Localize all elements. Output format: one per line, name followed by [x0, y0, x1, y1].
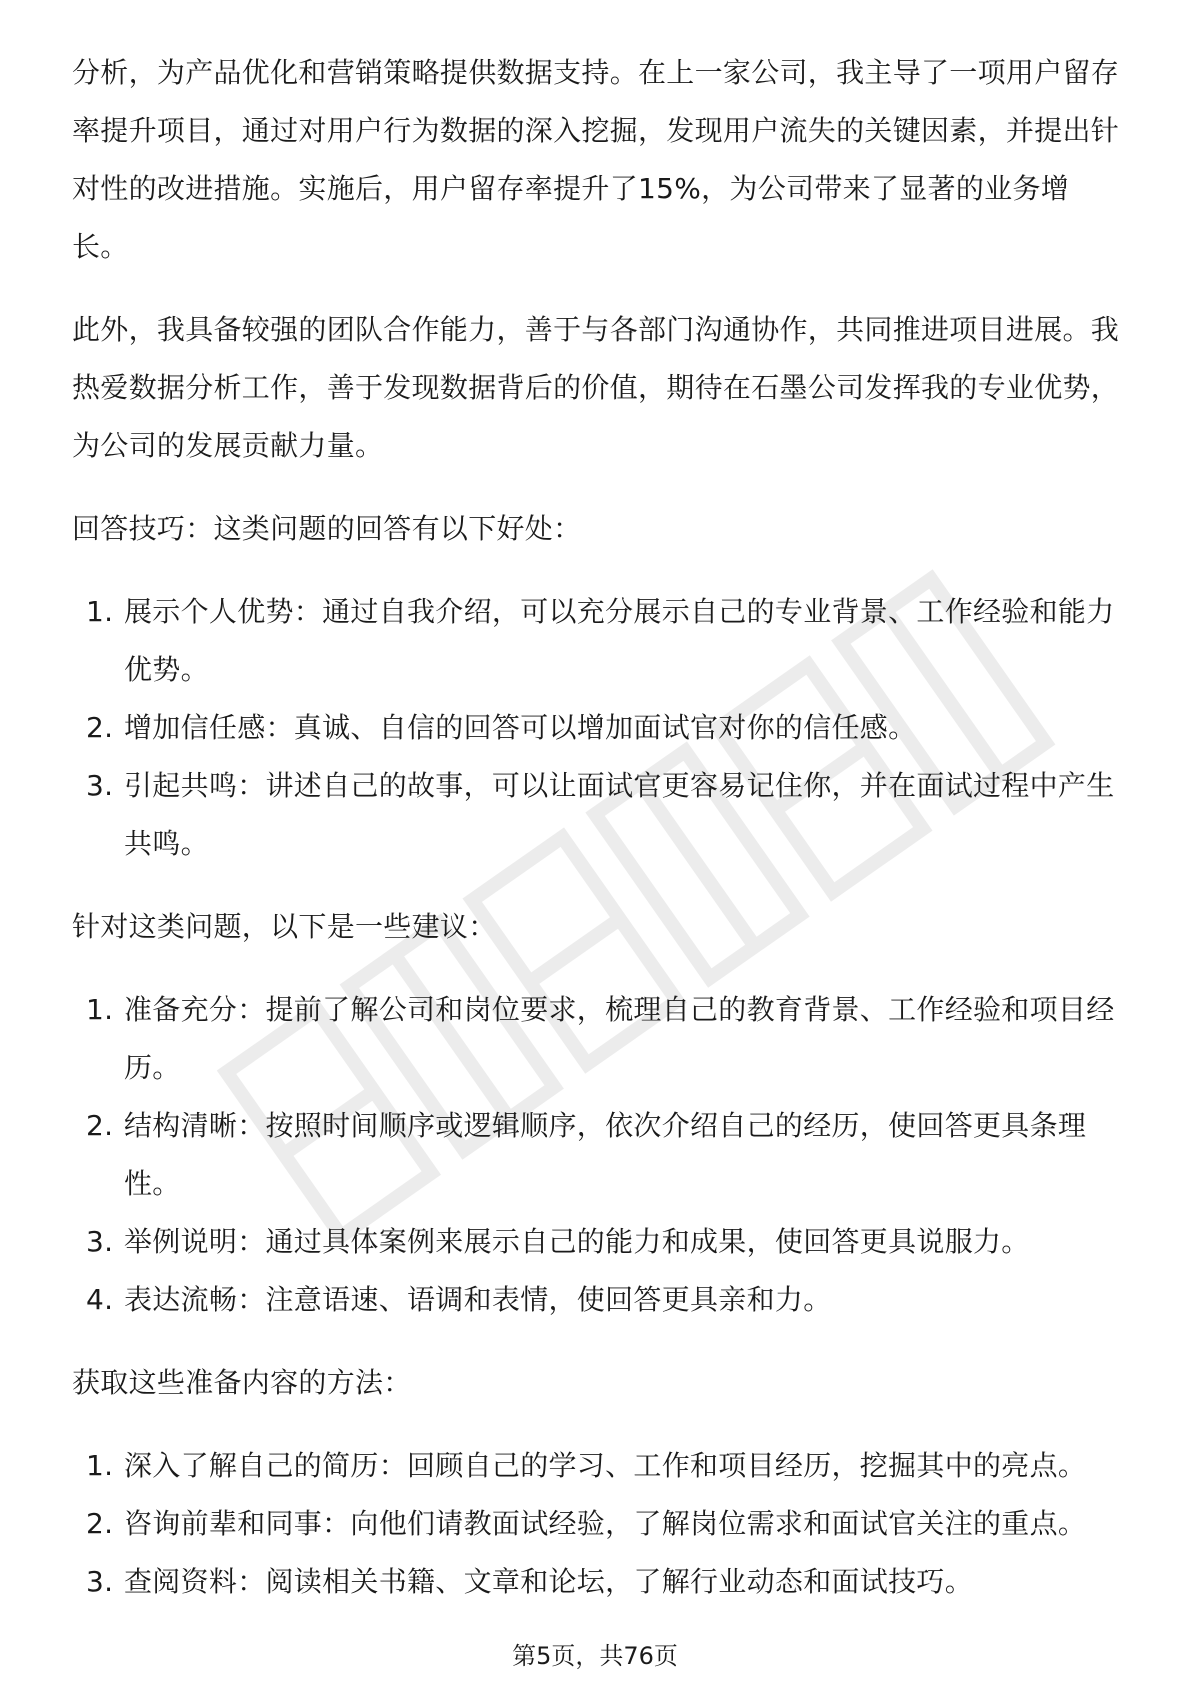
list-item	[72, 1495, 1122, 1553]
list-item	[72, 1271, 1122, 1329]
list-item	[72, 981, 1122, 1097]
list-item-text: 举例说明：通过具体案例来展示自己的能力和成果，使回答更具说服力。	[124, 1225, 1030, 1258]
list-item	[72, 1097, 1122, 1213]
list-item-text: 表达流畅：注意语速、语调和表情，使回答更具亲和力。	[124, 1283, 832, 1316]
list-item-text: 增加信任感：真诚、自信的回答可以增加面试官对你的信任感。	[124, 711, 917, 744]
heading-tips: 回答技巧：这类问题的回答有以下好处：	[72, 512, 582, 545]
list-number: 2.	[86, 711, 114, 744]
list-number: 3.	[86, 1225, 114, 1258]
list-item-text: 展示个人优势：通过自我介绍，可以充分展示自己的专业背景、工作经验和能力优势。	[124, 595, 1115, 686]
list-number: 4.	[86, 1283, 114, 1316]
list-item-text: 准备充分：提前了解公司和岗位要求，梳理自己的教育背景、工作经验和项目经历。	[124, 993, 1115, 1084]
heading-advice: 针对这类问题，以下是一些建议：	[72, 910, 497, 943]
list-item-text: 引起共鸣：讲述自己的故事，可以让面试官更容易记住你，并在面试过程中产生共鸣。	[124, 769, 1115, 860]
methods-list	[72, 1437, 1122, 1611]
paragraph-teamwork: 此外，我具备较强的团队合作能力，善于与各部门沟通协作，共同推进项目进展。我热爱数据分析工作，善于发现数据背后的价值，期待在石墨公司发挥我的专业优势，为公司的发展贡献力量。	[72, 313, 1120, 462]
list-item-text: 结构清晰：按照时间顺序或逻辑顺序，依次介绍自己的经历，使回答更具条理性。	[124, 1109, 1087, 1200]
list-item	[72, 1213, 1122, 1271]
page-number: 第5页，共76页	[512, 1642, 678, 1670]
tips-list	[72, 583, 1122, 873]
list-item	[72, 1437, 1122, 1495]
list-item-text: 查阅资料：阅读相关书籍、文章和论坛，了解行业动态和面试技巧。	[124, 1565, 974, 1598]
document-body	[72, 44, 1122, 1611]
list-item	[72, 583, 1122, 699]
list-number: 2.	[86, 1109, 114, 1142]
list-item	[72, 699, 1122, 757]
list-item-text: 咨询前辈和同事：向他们请教面试经验，了解岗位需求和面试官关注的重点。	[124, 1507, 1087, 1540]
paragraph-intro: 分析，为产品优化和营销策略提供数据支持。在上一家公司，我主导了一项用户留存率提升项目，通过对用户行为数据的深入挖掘，发现用户流失的关键因素，并提出针对性的改进措施。实施后，用户留存率提升了15%，为公司带来了显著的业务增长。	[72, 56, 1120, 263]
list-number: 1.	[86, 595, 114, 628]
list-number: 2.	[86, 1507, 114, 1540]
list-item-text: 深入了解自己的简历：回顾自己的学习、工作和项目经历，挖掘其中的亮点。	[124, 1449, 1087, 1482]
list-number: 1.	[86, 993, 114, 1026]
list-item	[72, 1553, 1122, 1611]
list-number: 1.	[86, 1449, 114, 1482]
heading-methods: 获取这些准备内容的方法：	[72, 1366, 412, 1399]
list-item	[72, 757, 1122, 873]
list-number: 3.	[86, 1565, 114, 1598]
advice-list	[72, 981, 1122, 1329]
list-number: 3.	[86, 769, 114, 802]
